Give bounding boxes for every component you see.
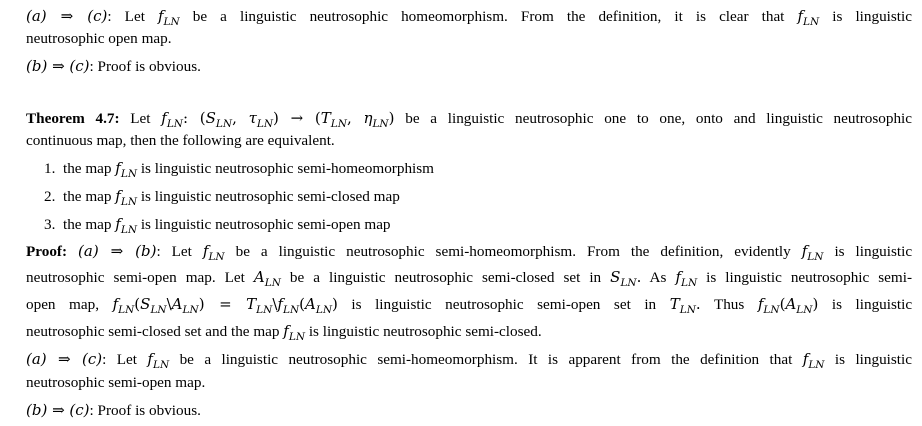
list-item: 1. the map $f_{LN}$ is linguistic neutrosophic semi-homeomorphism [44,159,434,180]
case-label-a-c: (a) ⇒ (c) [26,7,108,25]
proof-line-2: neutrosophic semi-open map. Let $A_{LN}$ be a linguistic neutrosophic semi-closed set in $S_{LN}$. As $f_{LN}$ is linguistic neutrosophic semi- [26,268,913,289]
list-item: 2. the map $f_{LN}$ is linguistic neutrosophic semi-closed map [44,187,400,208]
case-b-c-line: (b) ⇒ (c): Proof is obvious. [26,401,201,419]
proof-line-4: neutrosophic semi-closed set and the map $f_{LN}$ is linguistic neutrosophic semi-closed. [26,322,542,343]
proof-line-1: Proof: (a) ⇒ (b): Let $f_{LN}$ be a linguistic neutrosophic semi-homeomorphism. From the definition, evidently $f_{LN}$ is linguistic [26,242,913,263]
theorem-heading-line: Theorem 4.7: Let $f_{LN}$: ($S_{LN}$, $\tau_{LN}) \to (T_{LN}$, $\eta_{LN}$) be a linguistic neutrosophic one to one, onto and linguistic neutrosophic [26,109,912,130]
proof-label: Proof: [26,243,68,260]
line-2: neutrosophic open map. [26,30,172,47]
proof-line-3: open map, $f_{LN}(S_{LN}\backslash A_{LN})$ = $T_{LN}\backslash f_{LN}(A_{LN})$ is linguistic neutrosophic semi-open set in $T_{LN}$. Thus $f_{LN}(A_{LN})$ is linguistic [26,295,913,316]
theorem-line-2: continuous map, then the following are equivalent. [26,132,335,149]
case-a-c-line-1: (a) ⇒ (c): Let $f_{LN}$ be a linguistic neutrosophic semi-homeomorphism. It is apparent from the definition that $f_{LN}$ is linguistic [26,350,912,371]
case-label-b-c: (b) ⇒ (c) [26,57,90,75]
list-item: 3. the map $f_{LN}$ is linguistic neutrosophic semi-open map [44,215,391,236]
line-1: (a) ⇒ (c): Let $f_{LN}$ be a linguistic neutrosophic homeomorphism. From the definition, it is clear that $f_{LN}$ is linguistic [26,7,912,28]
theorem-label: Theorem 4.7: [26,110,120,127]
case-a-c-line-2: neutrosophic semi-open map. [26,374,206,391]
math-f: $f_{LN}$ [157,7,180,28]
proof-equation: $f_{LN}(S_{LN}\backslash A_{LN})$ = $T_{LN}\backslash f_{LN}(A_{LN})$ [112,295,338,316]
line-3: (b) ⇒ (c): Proof is obvious. [26,57,201,75]
theorem-map-expression: $f_{LN}$: ($S_{LN}$, $\tau_{LN}) \to (T_{LN}$, $\eta_{LN}$) [161,109,395,130]
